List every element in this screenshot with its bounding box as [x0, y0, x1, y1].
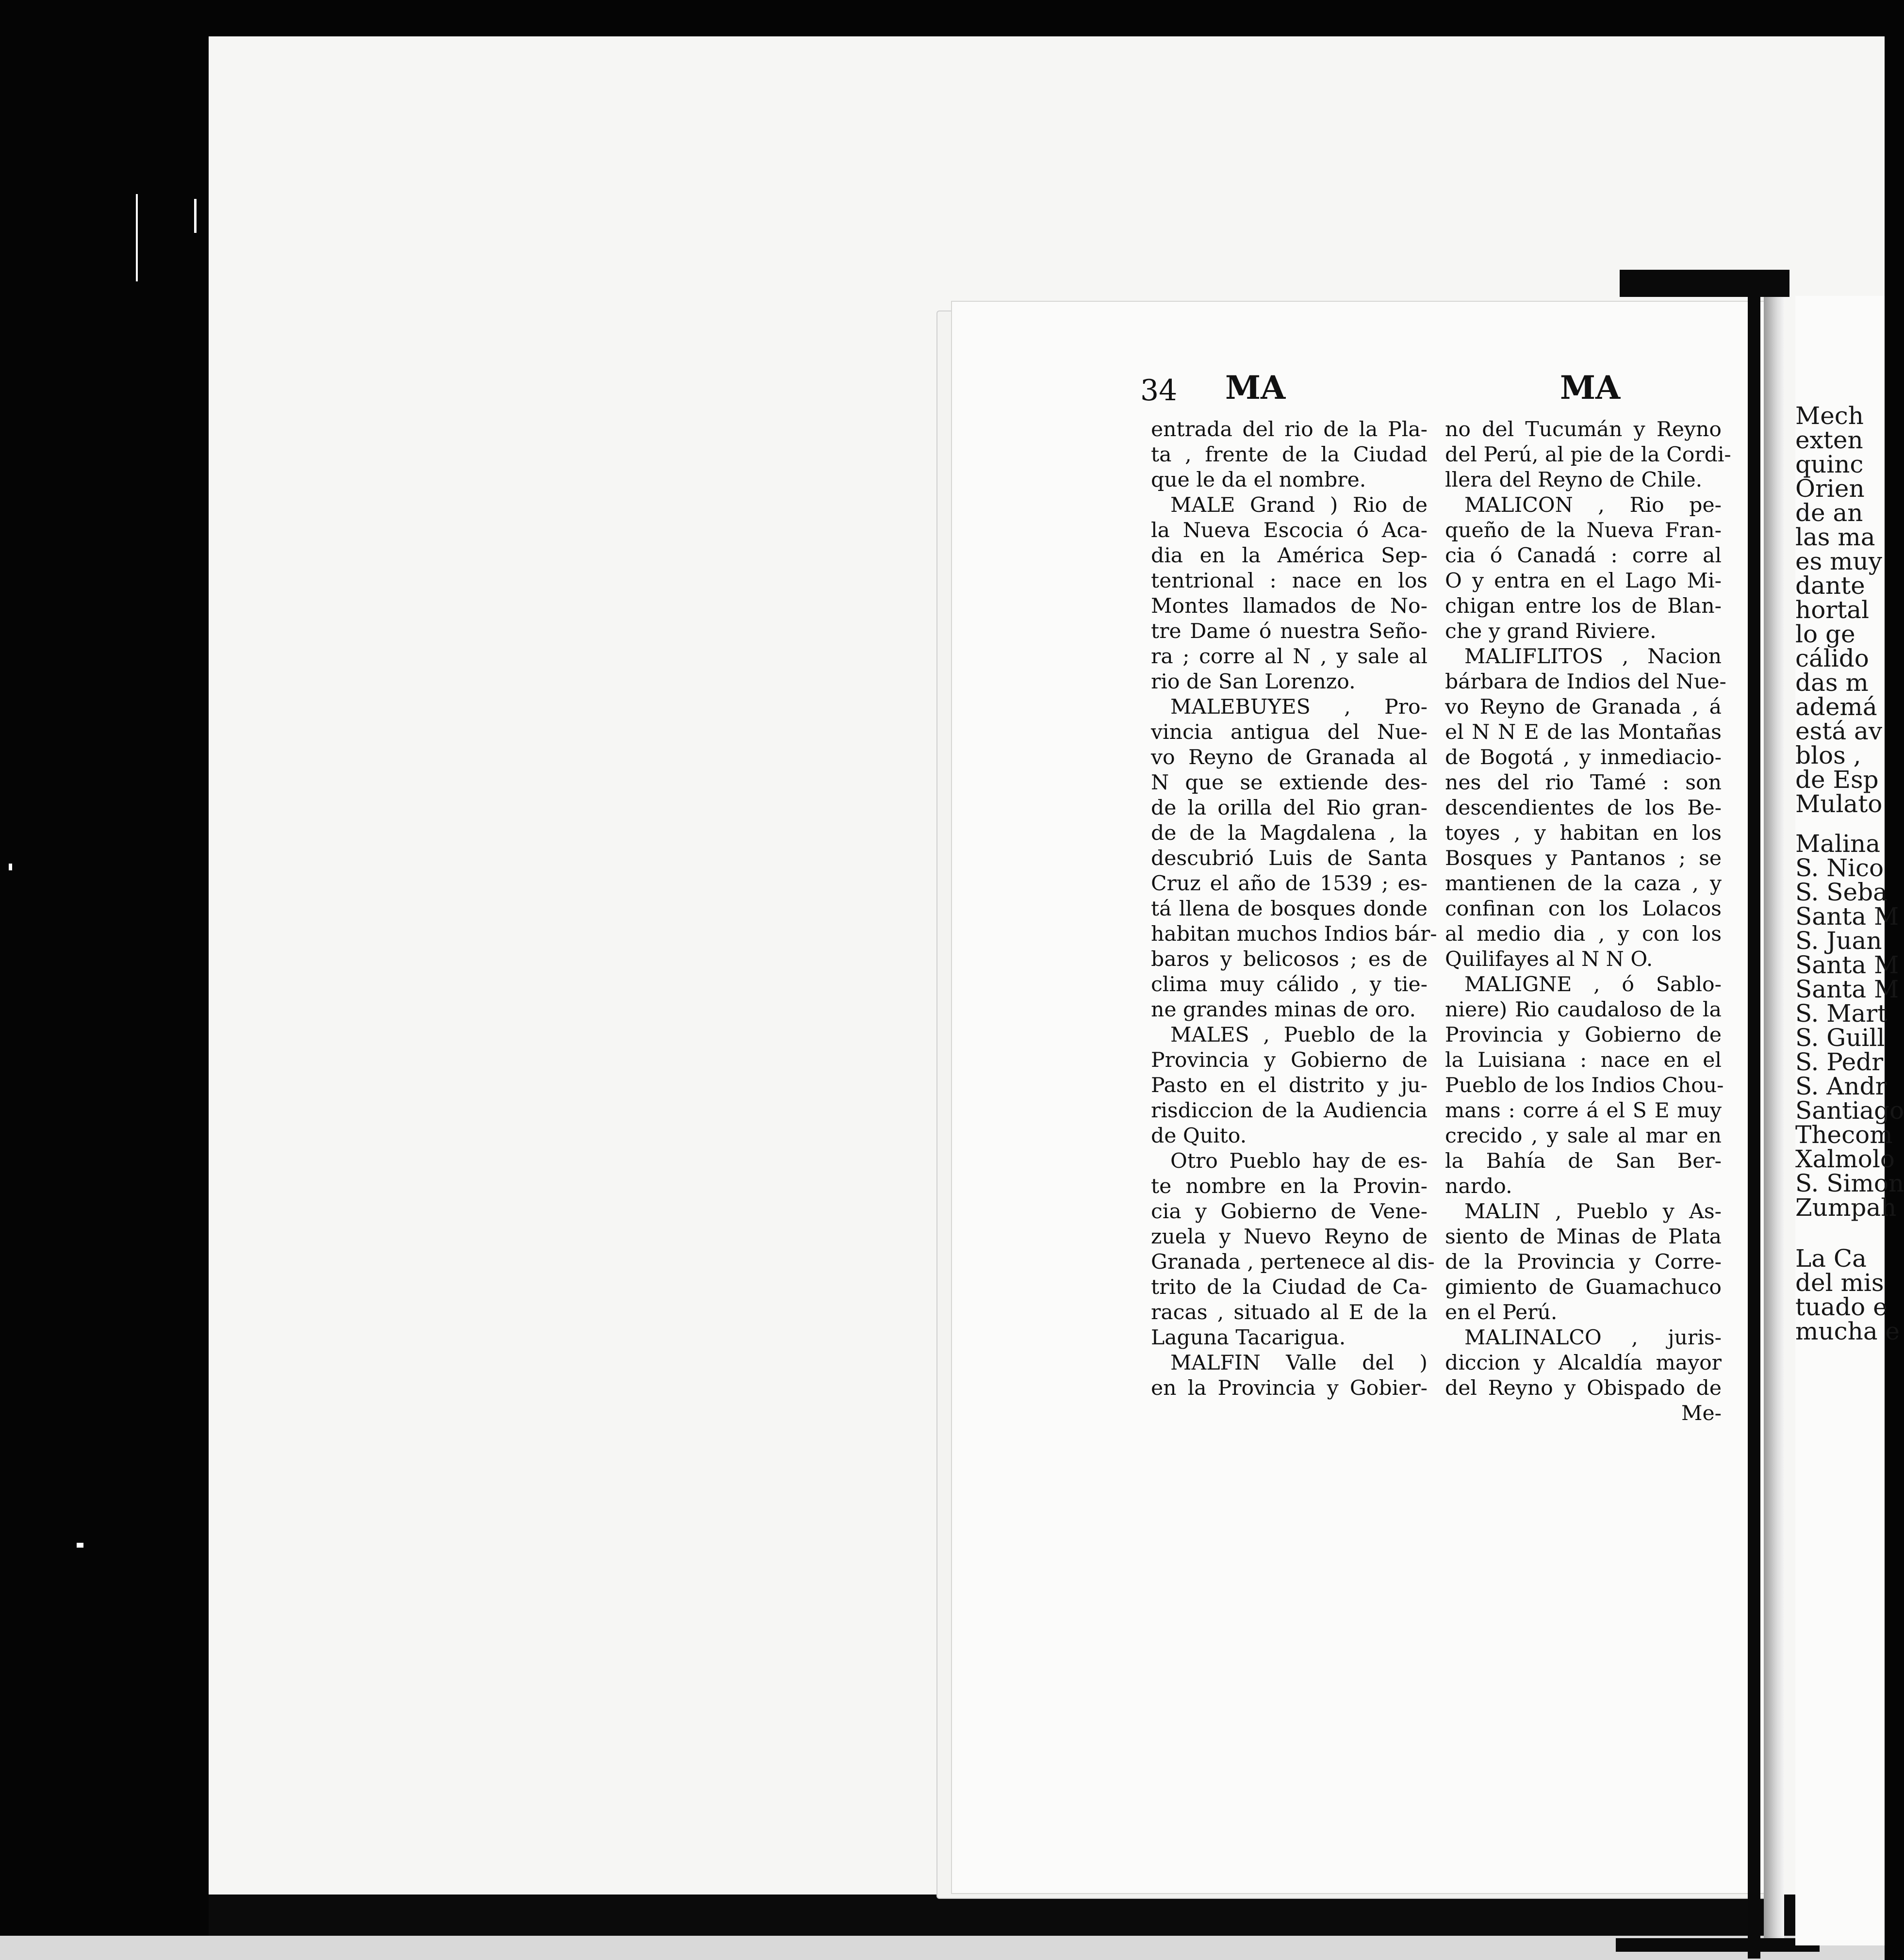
text-line: Cruz el año de 1539 ; es- — [1151, 872, 1428, 896]
facing-line: es muy — [1795, 547, 1883, 575]
scan-artifact — [194, 199, 197, 233]
text-line: descubrió Luis de Santa — [1151, 847, 1428, 870]
text-line: ne grandes minas de oro. — [1151, 998, 1416, 1022]
facing-line: S. Seba — [1795, 878, 1888, 906]
text-line: bárbara de Indios del Nue- — [1445, 670, 1726, 694]
text-line: N que se extiende des- — [1151, 771, 1428, 795]
text-line: vincia antigua del Nue- — [1151, 720, 1428, 744]
text-line: nardo. — [1445, 1175, 1512, 1198]
scan-artifact — [9, 864, 12, 870]
facing-line: S. Andr — [1795, 1072, 1887, 1100]
facing-line: hortal — [1795, 596, 1870, 624]
text-line: en el Perú. — [1445, 1301, 1558, 1324]
facing-line: de Esp — [1795, 766, 1879, 794]
entry-heading-malinalco: MALINALCO , juris- — [1464, 1326, 1722, 1350]
facing-page-partial — [1795, 296, 1904, 1945]
text-line: del Reyno y Obispado de — [1445, 1376, 1722, 1400]
text-line: ra ; corre al N , y sale al — [1151, 645, 1428, 669]
scan-artifact — [77, 1543, 83, 1548]
text-line: no del Tucumán y Reyno — [1445, 418, 1722, 441]
text-line: que le da el nombre. — [1151, 468, 1366, 492]
facing-line: S. Mart — [1795, 999, 1888, 1028]
running-head-right: MA — [1560, 369, 1621, 407]
text-line: gimiento de Guamachuco — [1445, 1275, 1722, 1299]
facing-line: Santa M — [1795, 902, 1899, 931]
text-column-right — [1445, 417, 1731, 1426]
facing-line: ademá — [1795, 693, 1877, 721]
text-line: ta , frente de la Ciudad — [1151, 443, 1428, 467]
text-line: Bosques y Pantanos ; se — [1445, 847, 1722, 870]
entry-heading-male-grand: MALE Grand ) Rio de — [1170, 493, 1428, 517]
facing-line: Malina — [1795, 830, 1880, 858]
text-line: al medio dia , y con los — [1445, 922, 1722, 946]
text-line: la Luisiana : nace en el — [1445, 1048, 1722, 1072]
facing-line: Mech — [1795, 402, 1864, 430]
text-line: el N N E de las Montañas — [1445, 720, 1722, 744]
text-line: clima muy cálido , y tie- — [1151, 973, 1428, 996]
text-line: del Perú, al pie de la Cordi- — [1445, 443, 1731, 467]
facing-line: S. Guill — [1795, 1024, 1885, 1052]
facing-line: quinc — [1795, 450, 1864, 478]
scan-bottom-strip — [0, 1936, 1885, 1960]
text-line: niere) Rio caudaloso de la — [1445, 998, 1722, 1022]
facing-line: Santa M — [1795, 975, 1899, 1003]
text-column-left — [1151, 417, 1437, 1401]
text-line: risdiccion de la Audiencia — [1151, 1099, 1428, 1123]
text-line: che y grand Riviere. — [1445, 620, 1657, 643]
text-line: te nombre en la Provin- — [1151, 1175, 1428, 1198]
text-line: Otro Pueblo hay de es- — [1170, 1149, 1428, 1173]
text-line: cia ó Canadá : corre al — [1445, 544, 1722, 568]
text-line: crecido , y sale al mar en — [1445, 1124, 1722, 1148]
text-line: racas , situado al E de la — [1151, 1301, 1428, 1324]
facing-line: cálido — [1795, 644, 1869, 672]
text-line: siento de Minas de Plata — [1445, 1225, 1722, 1249]
text-line: queño de la Nueva Fran- — [1445, 519, 1722, 542]
entry-heading-maligne: MALIGNE , ó Sablo- — [1464, 973, 1722, 996]
text-line: cia y Gobierno de Vene- — [1151, 1200, 1428, 1224]
facing-line: S. Nico — [1795, 854, 1884, 882]
text-line: vo Reyno de Granada , á — [1445, 695, 1722, 719]
text-line: vo Reyno de Granada al — [1151, 746, 1428, 769]
entry-heading-malicon: MALICON , Rio pe- — [1464, 493, 1722, 517]
facing-line: Mulato — [1795, 790, 1883, 818]
facing-line: lo ge — [1795, 620, 1855, 648]
facing-line: Xalmolo — [1795, 1145, 1895, 1173]
text-line: O y entra en el Lago Mi- — [1445, 569, 1722, 593]
text-line: diccion y Alcaldía mayor — [1445, 1351, 1722, 1375]
text-line: mantienen de la caza , y — [1445, 872, 1722, 896]
binding-edge — [1748, 297, 1760, 1959]
text-line: de la orilla del Rio gran- — [1151, 796, 1428, 820]
facing-line: exten — [1795, 426, 1863, 454]
page-header — [1140, 369, 1747, 417]
text-line: Quilifayes al N N O. — [1445, 947, 1653, 971]
text-line: dia en la América Sep- — [1151, 544, 1428, 568]
text-line: de Bogotá , y inmediacio- — [1445, 746, 1722, 769]
facing-line: Santa M — [1795, 951, 1899, 979]
text-line: la Nueva Escocia ó Aca- — [1151, 519, 1428, 542]
entry-heading-males: MALES , Pueblo de la — [1170, 1023, 1428, 1047]
text-line: zuela y Nuevo Reyno de — [1151, 1225, 1428, 1249]
catchword: Me- — [1681, 1402, 1722, 1425]
text-line: tentrional : nace en los — [1151, 569, 1428, 593]
facing-line: del mis — [1795, 1269, 1884, 1297]
text-line: de de la Magdalena , la — [1151, 821, 1428, 845]
text-line: toyes , y habitan en los — [1445, 821, 1722, 845]
facing-line: S. Simon — [1795, 1169, 1904, 1197]
text-line: rio de San Lorenzo. — [1151, 670, 1356, 694]
text-line: tre Dame ó nuestra Seño- — [1151, 620, 1428, 643]
facing-line: dante — [1795, 572, 1865, 600]
facing-line: blos , — [1795, 741, 1861, 769]
text-line: Granada , pertenece al dis- — [1151, 1250, 1435, 1274]
text-line: baros y belicosos ; es de — [1151, 947, 1428, 971]
text-line: en la Provincia y Gobier- — [1151, 1376, 1428, 1400]
facing-line: tuado e — [1795, 1293, 1888, 1321]
entry-heading-malfin: MALFIN Valle del ) — [1170, 1351, 1428, 1375]
text-line: chigan entre los de Blan- — [1445, 594, 1722, 618]
text-line: Laguna Tacarigua. — [1151, 1326, 1346, 1350]
facing-line: Orien — [1795, 474, 1865, 503]
text-line: confinan con los Lolacos — [1445, 897, 1722, 921]
facing-line: está av — [1795, 717, 1883, 745]
text-line: entrada del rio de la Pla- — [1151, 418, 1428, 441]
facing-line: de an — [1795, 499, 1863, 527]
text-line: llera del Reyno de Chile. — [1445, 468, 1703, 492]
facing-line: das m — [1795, 669, 1869, 697]
text-line: Provincia y Gobierno de — [1445, 1023, 1722, 1047]
facing-line: La Ca — [1795, 1244, 1867, 1273]
text-line: de la Provincia y Corre- — [1445, 1250, 1722, 1274]
text-line: Pueblo de los Indios Chou- — [1445, 1074, 1724, 1097]
text-line: mans : corre á el S E muy — [1445, 1099, 1722, 1123]
text-line: Pasto en el distrito y ju- — [1151, 1074, 1428, 1097]
entry-heading-malin: MALIN , Pueblo y As- — [1464, 1200, 1722, 1224]
facing-line: S. Juan — [1795, 927, 1882, 955]
page-number: 34 — [1140, 374, 1178, 408]
text-line: Provincia y Gobierno de — [1151, 1048, 1428, 1072]
facing-line: las ma — [1795, 523, 1875, 551]
entry-heading-malebuyes: MALEBUYES , Pro- — [1170, 695, 1428, 719]
text-line: habitan muchos Indios bár- — [1151, 922, 1437, 946]
text-line: descendientes de los Be- — [1445, 796, 1722, 820]
facing-line: Santiago — [1795, 1096, 1904, 1125]
binding-edge-top — [1620, 270, 1789, 297]
gutter-shadow — [1764, 297, 1784, 1942]
scan-artifact — [136, 194, 138, 281]
facing-line: Thecom — [1795, 1121, 1893, 1149]
entry-heading-maliflitos: MALIFLITOS , Nacion — [1464, 645, 1722, 669]
text-line: la Bahía de San Ber- — [1445, 1149, 1722, 1173]
text-line: trito de la Ciudad de Ca- — [1151, 1275, 1428, 1299]
text-line: de Quito. — [1151, 1124, 1247, 1148]
text-line: nes del rio Tamé : son — [1445, 771, 1722, 795]
facing-line: S. Pedr — [1795, 1048, 1884, 1076]
facing-line: mucha e — [1795, 1317, 1900, 1345]
facing-line: Zumpah — [1795, 1193, 1897, 1222]
running-head-left: MA — [1225, 369, 1286, 407]
binding-edge-bottom — [1616, 1938, 1820, 1952]
text-line: tá llena de bosques donde — [1151, 897, 1428, 921]
text-line: Montes llamados de No- — [1151, 594, 1428, 618]
